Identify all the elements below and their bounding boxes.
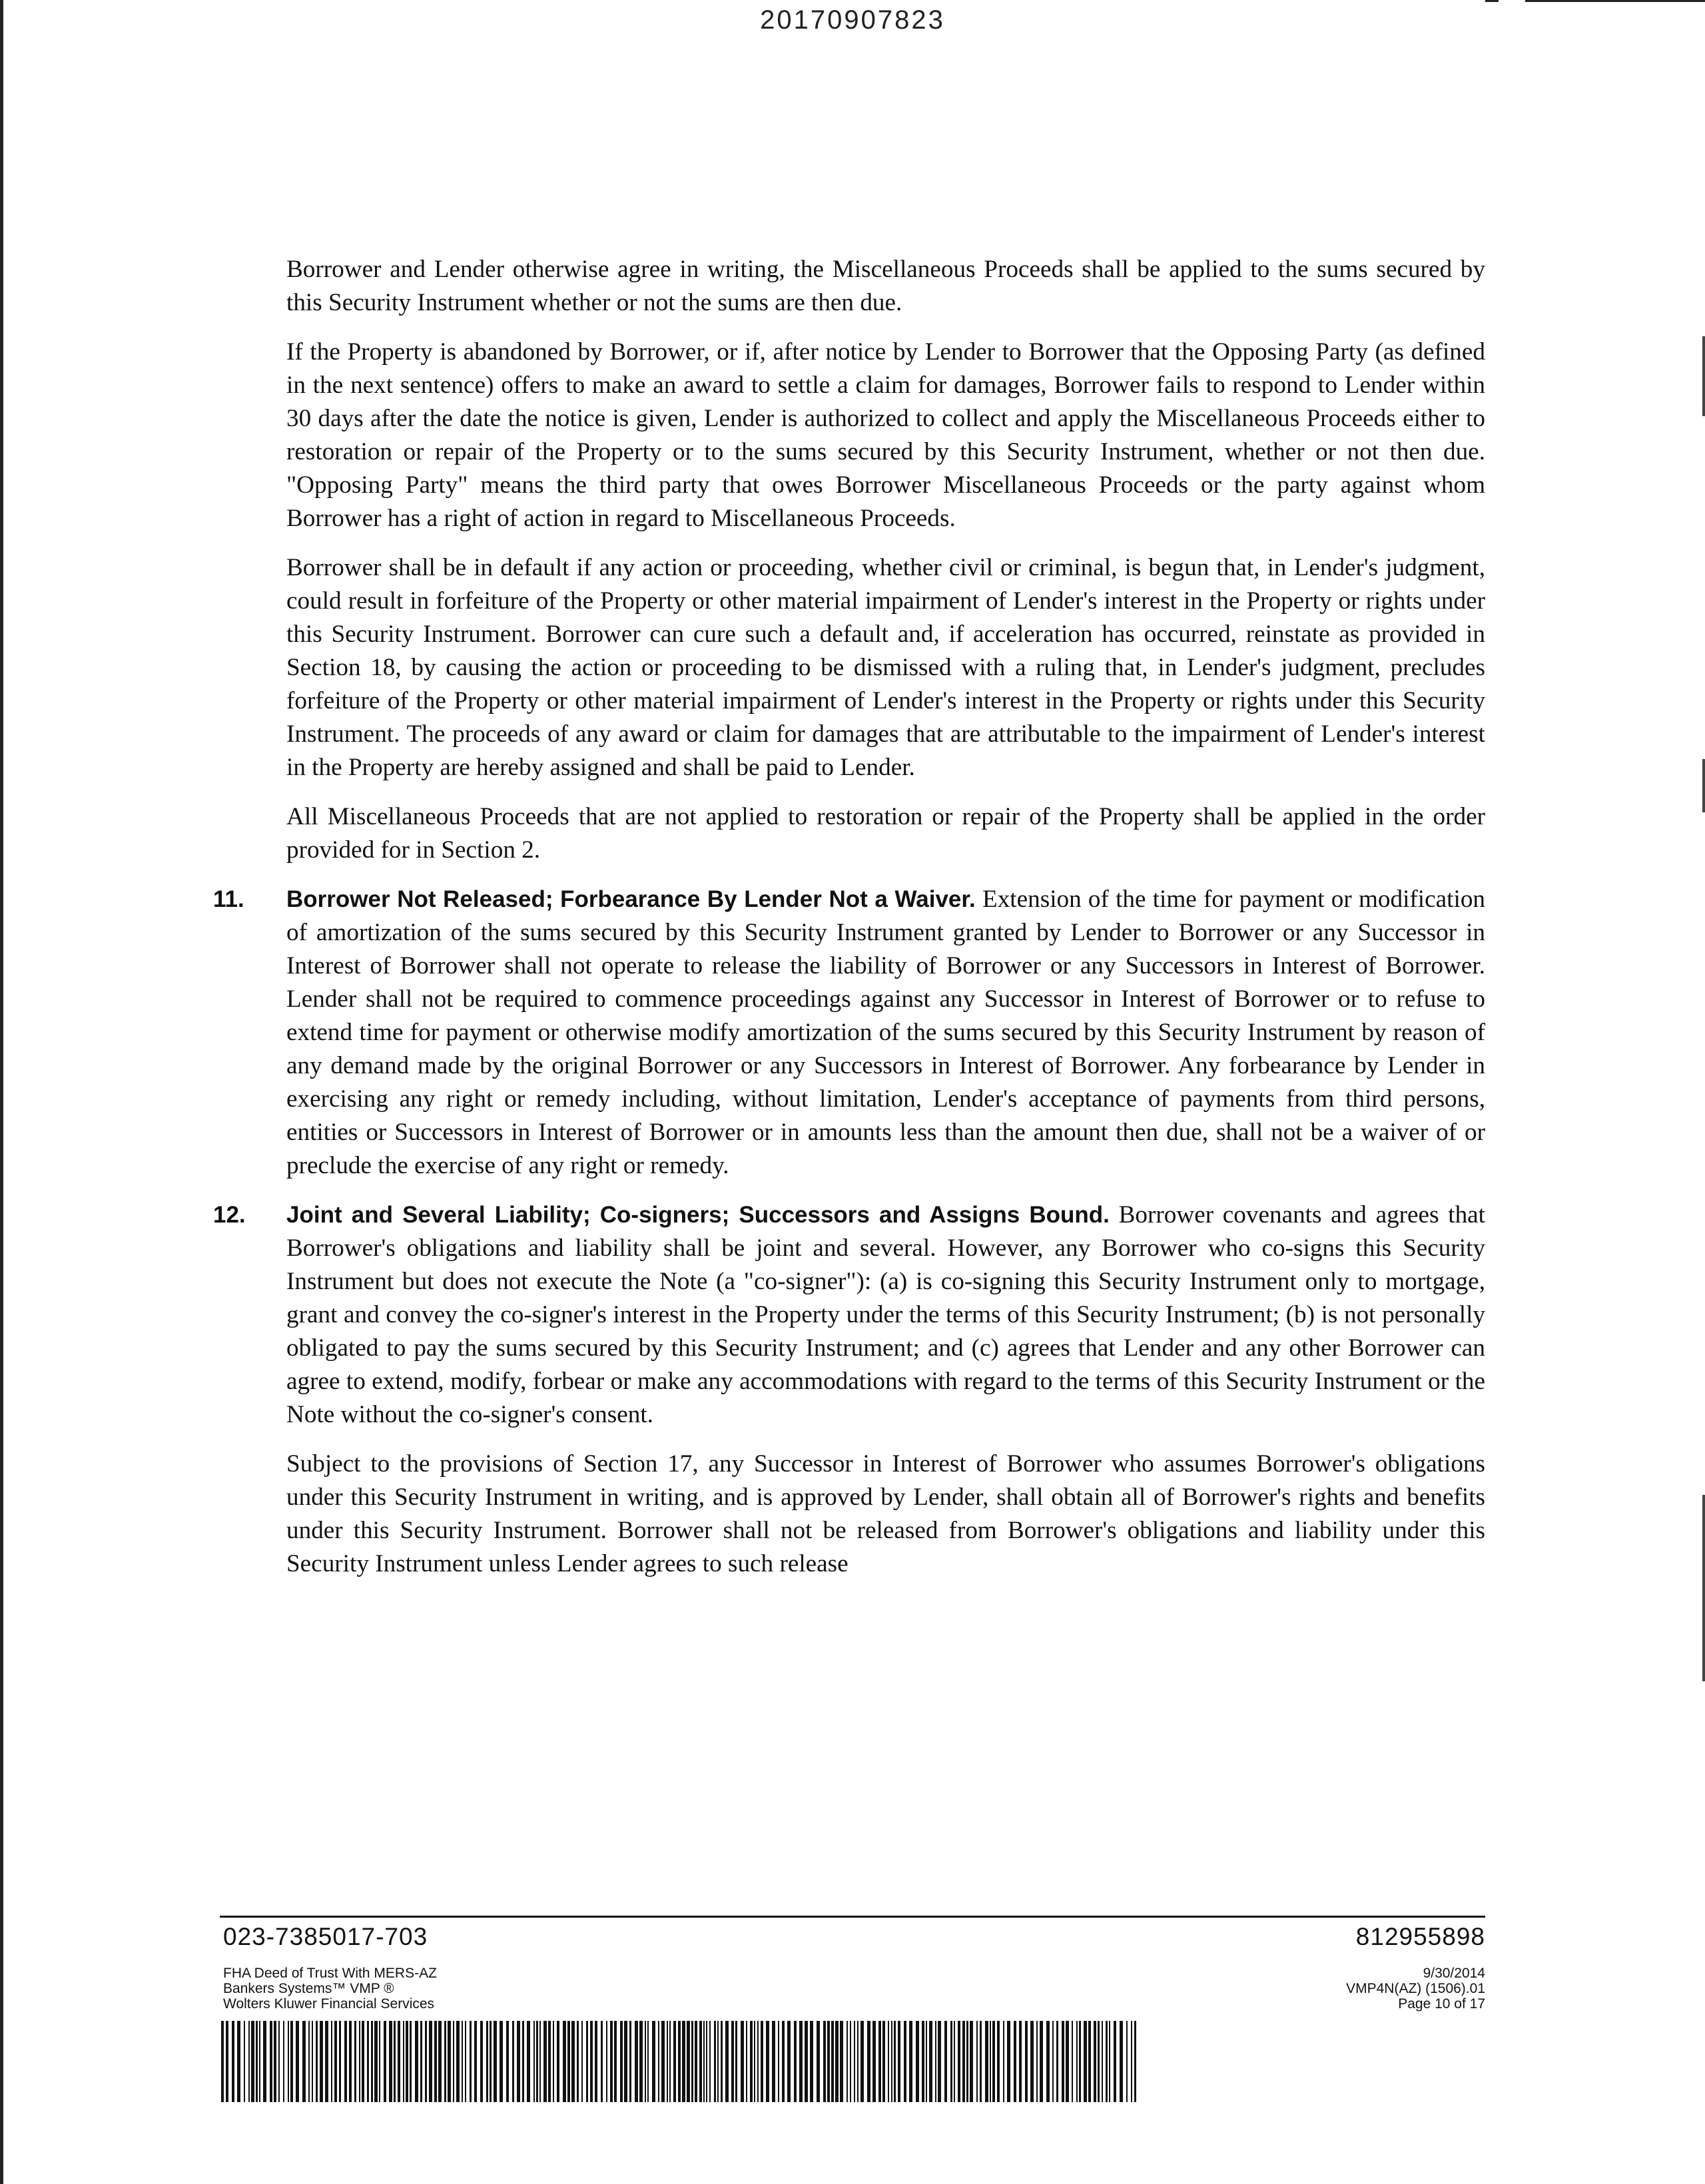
document-body — [213, 253, 1485, 1597]
form-identification — [223, 1966, 437, 2012]
section-number: 12. — [213, 1202, 246, 1228]
scan-left-edge — [0, 0, 3, 2184]
paragraph: All Miscellaneous Proceeds that are not applied to restoration or repair of the Property shall be applied in the order provided for in Section 2. — [286, 803, 1485, 864]
loan-number: 023-7385017-703 — [223, 1923, 428, 1950]
paragraph: Subject to the provisions of Section 17, any Successor in Interest of Borrower who assumes Borrower's obligations under this Security Instrument in writing, and is approved by Lender, shall obtain all of Borrower's rights and benefits under this Security Instrument. Borrower shall not be released from Borrower's obligations and liability under this Security Instrument unless Lender agrees to such release — [286, 1450, 1485, 1577]
paragraph: If the Property is abandoned by Borrower, or if, after notice by Lender to Borrower that the Opposing Party (as defined in the next sentence) offers to make an award to settle a claim for damages, Borrower fails to respond to Lender within 30 days after the date the notice is given, Lender is authorized to collect and apply the Miscellaneous Proceeds either to restoration or repair of the Property or to the sums secured by this Security Instrument, whether or not then due. "Opposing Party" means the third party that owes Borrower Miscellaneous Proceeds or the party against whom Borrower has a right of action in regard to Miscellaneous Proceeds. — [286, 338, 1485, 532]
form-meta — [1346, 1966, 1485, 2012]
scan-right-mark — [1702, 1495, 1705, 1681]
form-code: VMP4N(AZ) (1506).01 — [1346, 1981, 1485, 1996]
barcode — [221, 2021, 1140, 2102]
footer-divider — [220, 1916, 1485, 1918]
section-text: Borrower covenants and agrees that Borrower's obligations and liability shall be joint and several. However, any Borrower who co-signs this Security Instrument but does not execute the Note (a "co-signer"): (a) is co-signing this Security Instrument only to mortgage, grant and convey the co-signer's interest in the Property under the terms of this Security Instrument; (b) is not personally obligated to pay the sums secured by this Security Instrument; and (c) agrees that Lender and any other Borrower can agree to extend, modify, forbear or make any accommodations with regard to the terms of this Security Instrument or the Note without the co-signer's consent. — [286, 1201, 1485, 1428]
paragraph: Borrower shall be in default if any action or proceeding, whether civil or criminal, is begun that, in Lender's judgment, could result in forfeiture of the Property or other material impairment of Lender's interest in the Property or rights under this Security Instrument. Borrower can cure such a default and, if acceleration has occurred, reinstate as provided in Section 18, by causing the action or proceeding to be dismissed with a ruling that, in Lender's judgment, precludes forfeiture of the Property or other material impairment of Lender's interest in the Property or rights under this Security Instrument. The proceeds of any award or claim for damages that are attributable to the impairment of Lender's interest in the Property are hereby assigned and shall be paid to Lender. — [286, 554, 1485, 781]
section-title: Borrower Not Released; Forbearance By Lender Not a Waiver. — [286, 886, 976, 912]
scan-top-mark — [1525, 0, 1705, 2]
paragraph: Borrower and Lender otherwise agree in writing, the Miscellaneous Proceeds shall be applied to the sums secured by this Security Instrument whether or not the sums are then due. — [286, 256, 1485, 316]
scan-right-mark — [1702, 759, 1705, 812]
section-text: Extension of the time for payment or modification of amortization of the sums secured by this Security Instrument granted by Lender to Borrower or any Successor in Interest of Borrower shall not operate to release the liability of Borrower or any Successors in Interest of Borrower. Lender shall not be required to commence proceedings against any Successor in Interest of Borrower or to refuse to extend time for payment or otherwise modify amortization of the sums secured by this Security Instrument by reason of any demand made by the original Borrower or any Successors in Interest of Borrower. Any forbearance by Lender in exercising any right or remedy including, without limitation, Lender's acceptance of payments from third persons, entities or Successors in Interest of Borrower or in amounts less than the amount then due, shall not be a waiver of or preclude the exercise of any right or remedy. — [286, 886, 1486, 1179]
page-indicator: Page 10 of 17 — [1398, 1996, 1485, 2012]
scan-top-mark — [1485, 0, 1499, 2]
section-11 — [213, 883, 1486, 1183]
form-vendor: Bankers Systems™ VMP ® — [223, 1981, 394, 1996]
section-title: Joint and Several Liability; Co-signers; Successors and Assigns Bound. — [286, 1202, 1110, 1228]
form-publisher: Wolters Kluwer Financial Services — [223, 1996, 435, 2012]
form-date: 9/30/2014 — [1423, 1966, 1485, 1981]
section-12 — [213, 1199, 1485, 1432]
min-number: 812955898 — [1355, 1923, 1485, 1950]
scan-right-mark — [1702, 336, 1705, 416]
recording-number: 20170907823 — [760, 5, 945, 35]
section-number: 11. — [213, 886, 244, 912]
form-name: FHA Deed of Trust With MERS-AZ — [223, 1966, 437, 1981]
